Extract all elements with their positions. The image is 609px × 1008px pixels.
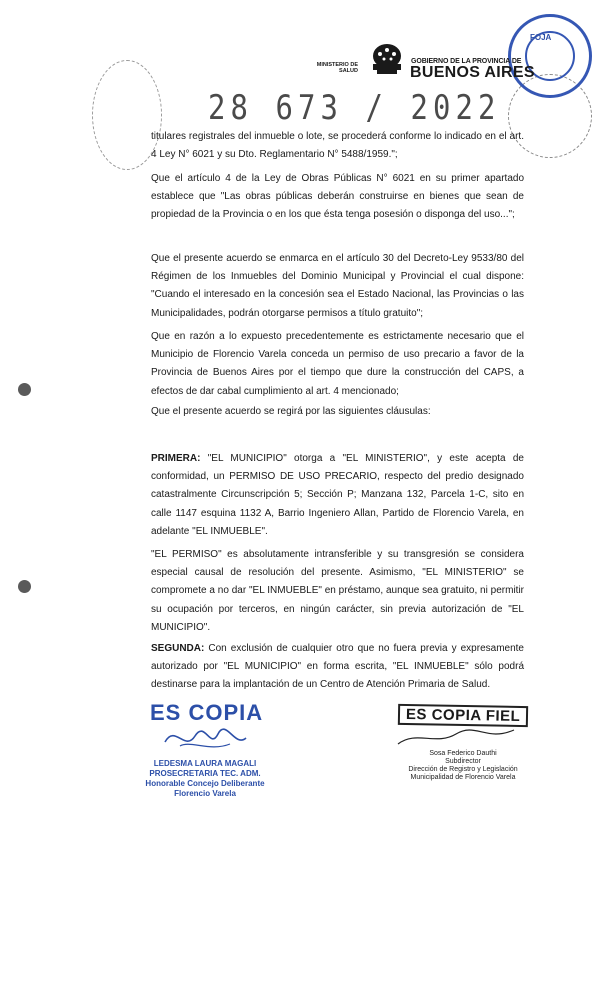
paragraph-4: Que en razón a lo expuesto precedentemente es estrictamente necesario que el Municipio de Florencio Varela conceda un permiso de uso precario a favor de la Provincia de Buenos Aires por el tiempo que dure la construcción del CAPS, a efectos de dar cabal cumplimiento al art. 4 mencionado; xyxy=(151,331,524,397)
foja-label: FOJA xyxy=(530,33,552,42)
paragraph-5: Que el presente acuerdo se regirá por las siguientes cláusulas: xyxy=(151,406,431,417)
province-logo-icon xyxy=(365,42,409,82)
binder-hole-1 xyxy=(18,383,31,396)
binder-hole-2 xyxy=(18,580,31,593)
copy-stamp-right xyxy=(388,705,538,782)
copy-stamp-left xyxy=(120,700,290,799)
signer-org-left: Honorable Concejo Deliberante xyxy=(145,779,265,788)
province-name: BUENOS AIRES xyxy=(410,64,535,81)
signature-left xyxy=(160,722,250,754)
signer-dept-right-2: Municipalidad de Florencio Varela xyxy=(410,774,516,781)
clause-label-segunda: SEGUNDA: xyxy=(151,643,205,654)
paragraph-2: Que el artículo 4 de la Ley de Obras Públicas N° 6021 en su primer apartado establece que "Las obras públicas deberán construirse en bienes que sean de propiedad de la Provincia o en los que ésta tenga posesión o disponga del uso..."; xyxy=(151,173,524,221)
paragraph-1: titulares registrales del inmueble o lote, se procederá conforme lo indicado en el art. 4 Ley N° 6021 y su Dto. Reglamentario N° 5488/1959."; xyxy=(151,131,524,161)
es-copia-title: ES COPIA xyxy=(150,700,264,725)
signer-name-right: Sosa Federico Dauthi xyxy=(429,750,497,757)
government-line: GOBIERNO DE LA PROVINCIA DE xyxy=(411,58,522,65)
signer-name-left: LEDESMA LAURA MAGALI xyxy=(153,759,257,768)
ministry-label: MINISTERIO DE SALUD xyxy=(316,62,358,74)
clause-text-primera: "EL MUNICIPIO" otorga a "EL MINISTERIO", y este acepta de conformidad, un PERMISO DE USO PRECARIO, respecto del predio designado catastralmente Circunscripción 5; Sección P; Manzana 132, Parcela 1-C, sito en calle 1147 esquina 1132 A, Barrio Ingeniero Allan, Partido de Florencio Varela, en adelante "EL INMUEBLE". xyxy=(151,453,524,537)
signer-dept-right-1: Dirección de Registro y Legislación xyxy=(408,766,518,773)
paragraph-permiso: "EL PERMISO" es absolutamente intransferible y su transgresión se considera especial causal de resolución del presente. Asimismo, "EL MINISTERIO" se compromete a no dar "EL INMUEBLE" en préstamo, aunque sea gratuito, ni permitir su ocupación por terceros, en ningún carácter, sin previa autorización de "EL MUNICIPIO". xyxy=(151,549,524,633)
paragraph-segunda xyxy=(151,640,524,695)
signature-right xyxy=(396,726,516,750)
stamp-number: 28 673 / 2022 xyxy=(208,88,501,128)
foja-seal xyxy=(508,14,592,98)
paragraph-primera xyxy=(151,450,524,541)
signer-role-right: Subdirector xyxy=(445,758,481,765)
clause-label-primera: PRIMERA: xyxy=(151,453,201,464)
paragraph-3: Que el presente acuerdo se enmarca en el artículo 30 del Decreto-Ley 9533/80 del Régimen de los Inmuebles del Dominio Municipal y Provincial el cual dispone: "Cuando el interesado en la concesión sea el Estado Nacional, las Provincias o las Municipalidades, podrán otorgarse permisos a título gratuito"; xyxy=(151,253,524,319)
es-copia-fiel-title: ES COPIA FIEL xyxy=(398,704,529,727)
signer-place-left: Florencio Varela xyxy=(174,789,236,798)
clause-text-segunda: Con exclusión de cualquier otro que no fuera previa y expresamente autorizado por "EL MUNICIPIO" en forma escrita, "EL INMUEBLE" sólo podrá destinarse para la implantación de un Centro de Atención Primaria de Salud. xyxy=(151,643,524,691)
signer-role-left: PROSECRETARIA TEC. ADM. xyxy=(149,769,261,778)
